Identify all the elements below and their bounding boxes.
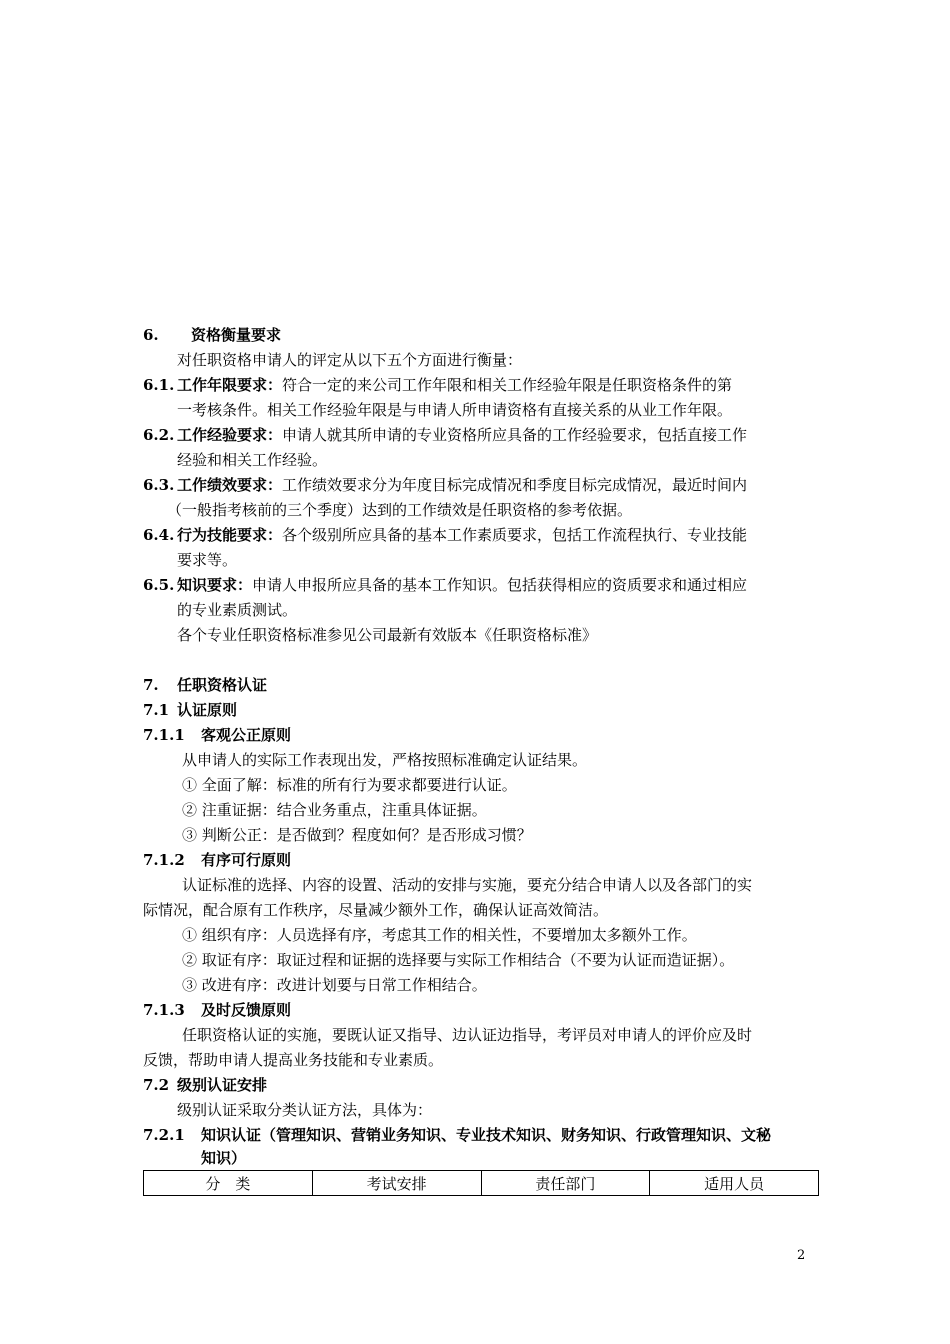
section-title: 知识认证（管理知识、营销业务知识、专业技术知识、财务知识、行政管理知识、文秘 <box>201 1126 772 1144</box>
section-7-2-intro: 级别认证采取分类认证方法，具体为： <box>177 1101 433 1119</box>
section-7-2-1-heading <box>143 1124 771 1146</box>
section-7-1-1-heading <box>143 724 291 746</box>
item-text: 申请人就其所申请的专业资格所应具备的工作经验要求，包括直接工作 <box>282 426 748 444</box>
column-header: 适用人员 <box>650 1171 819 1196</box>
item-label: 工作经验要求： <box>177 426 283 444</box>
section-7-2-heading <box>143 1074 267 1096</box>
column-header: 分 类 <box>144 1171 313 1196</box>
item-6-4-cont: 要求等。 <box>177 551 238 569</box>
item-number: 6.2. <box>143 426 175 444</box>
paragraph-line: 反馈，帮助申请人提高业务技能和专业素质。 <box>143 1051 444 1069</box>
section-number: 7.2 <box>143 1076 170 1094</box>
section-number: 7.1.2 <box>143 851 185 869</box>
section-7-1-heading <box>143 699 237 721</box>
item-label: 工作年限要求： <box>177 376 283 394</box>
table-header-row <box>144 1171 819 1196</box>
section-7-1-3-heading <box>143 999 291 1021</box>
item-6-1 <box>143 374 732 396</box>
section-title: 客观公正原则 <box>201 726 292 744</box>
item-label: 知识要求： <box>177 576 253 594</box>
section-7-number: 7. <box>143 676 159 694</box>
section-7-1-1-intro: 从申请人的实际工作表现出发，严格按照标准确定认证结果。 <box>182 751 588 769</box>
section-title: 及时反馈原则 <box>201 1001 292 1019</box>
item-label: 行为技能要求： <box>177 526 283 544</box>
section-7-2-1-title-cont: 知识） <box>201 1149 247 1167</box>
section-title: 有序可行原则 <box>201 851 292 869</box>
point-item: ② 注重证据：结合业务重点，注重具体证据。 <box>182 801 487 819</box>
section-7-heading <box>143 674 267 696</box>
paragraph-line: 认证标准的选择、内容的设置、活动的安排与实施，要充分结合申请人以及各部门的实 <box>182 876 753 894</box>
item-number: 6.1. <box>143 376 175 394</box>
item-number: 6.3. <box>143 476 175 494</box>
section-7-title: 任职资格认证 <box>177 676 268 694</box>
item-6-2-cont: 经验和相关工作经验。 <box>177 451 328 469</box>
section-number: 7.2.1 <box>143 1126 185 1144</box>
section-6-intro: 对任职资格申请人的评定从以下五个方面进行衡量： <box>177 351 523 369</box>
certification-table <box>143 1170 819 1196</box>
item-text: 符合一定的来公司工作年限和相关工作经验年限是任职资格条件的第 <box>282 376 733 394</box>
item-6-4 <box>143 524 747 546</box>
section-number: 7.1.1 <box>143 726 185 744</box>
page-number: 2 <box>797 1248 806 1263</box>
item-text: 各个级别所应具备的基本工作素质要求，包括工作流程执行、专业技能 <box>282 526 748 544</box>
item-6-3-cont: （一般指考核前的三个季度）达到的工作绩效是任职资格的参考依据。 <box>167 501 633 519</box>
section-6-heading <box>143 324 281 346</box>
item-6-5-cont: 的专业素质测试。 <box>177 601 298 619</box>
section-6-title: 资格衡量要求 <box>191 326 282 344</box>
item-number: 6.5. <box>143 576 175 594</box>
item-text: 申请人申报所应具备的基本工作知识。包括获得相应的资质要求和通过相应 <box>252 576 748 594</box>
item-6-3 <box>143 474 747 496</box>
item-6-5 <box>143 574 747 596</box>
section-6-number: 6. <box>143 326 159 344</box>
section-number: 7.1 <box>143 701 170 719</box>
item-number: 6.4. <box>143 526 175 544</box>
point-item: ② 取证有序：取证过程和证据的选择要与实际工作相结合（不要为认证而造证据）。 <box>182 951 735 969</box>
item-label: 工作绩效要求： <box>177 476 283 494</box>
column-header: 考试安排 <box>312 1171 481 1196</box>
paragraph-line: 际情况，配合原有工作秩序，尽量减少额外工作，确保认证高效简洁。 <box>143 901 609 919</box>
section-title: 级别认证安排 <box>177 1076 268 1094</box>
section-7-1-2-heading <box>143 849 291 871</box>
item-6-1-cont: 一考核条件。相关工作经验年限是与申请人所申请资格有直接关系的从业工作年限。 <box>177 401 733 419</box>
point-item: ① 组织有序：人员选择有序，考虑其工作的相关性，不要增加太多额外工作。 <box>182 926 697 944</box>
item-text: 工作绩效要求分为年度目标完成情况和季度目标完成情况，最近时间内 <box>282 476 748 494</box>
point-item: ① 全面了解：标准的所有行为要求都要进行认证。 <box>182 776 517 794</box>
section-title: 认证原则 <box>177 701 238 719</box>
section-number: 7.1.3 <box>143 1001 185 1019</box>
point-item: ③ 改进有序：改进计划要与日常工作相结合。 <box>182 976 487 994</box>
item-6-2 <box>143 424 747 446</box>
section-6-note: 各个专业任职资格标准参见公司最新有效版本《任职资格标准》 <box>177 626 598 644</box>
paragraph-line: 任职资格认证的实施，要既认证又指导、边认证边指导，考评员对申请人的评价应及时 <box>182 1026 753 1044</box>
point-item: ③ 判断公正：是否做到？程度如何？是否形成习惯？ <box>182 826 532 844</box>
column-header: 责任部门 <box>481 1171 650 1196</box>
